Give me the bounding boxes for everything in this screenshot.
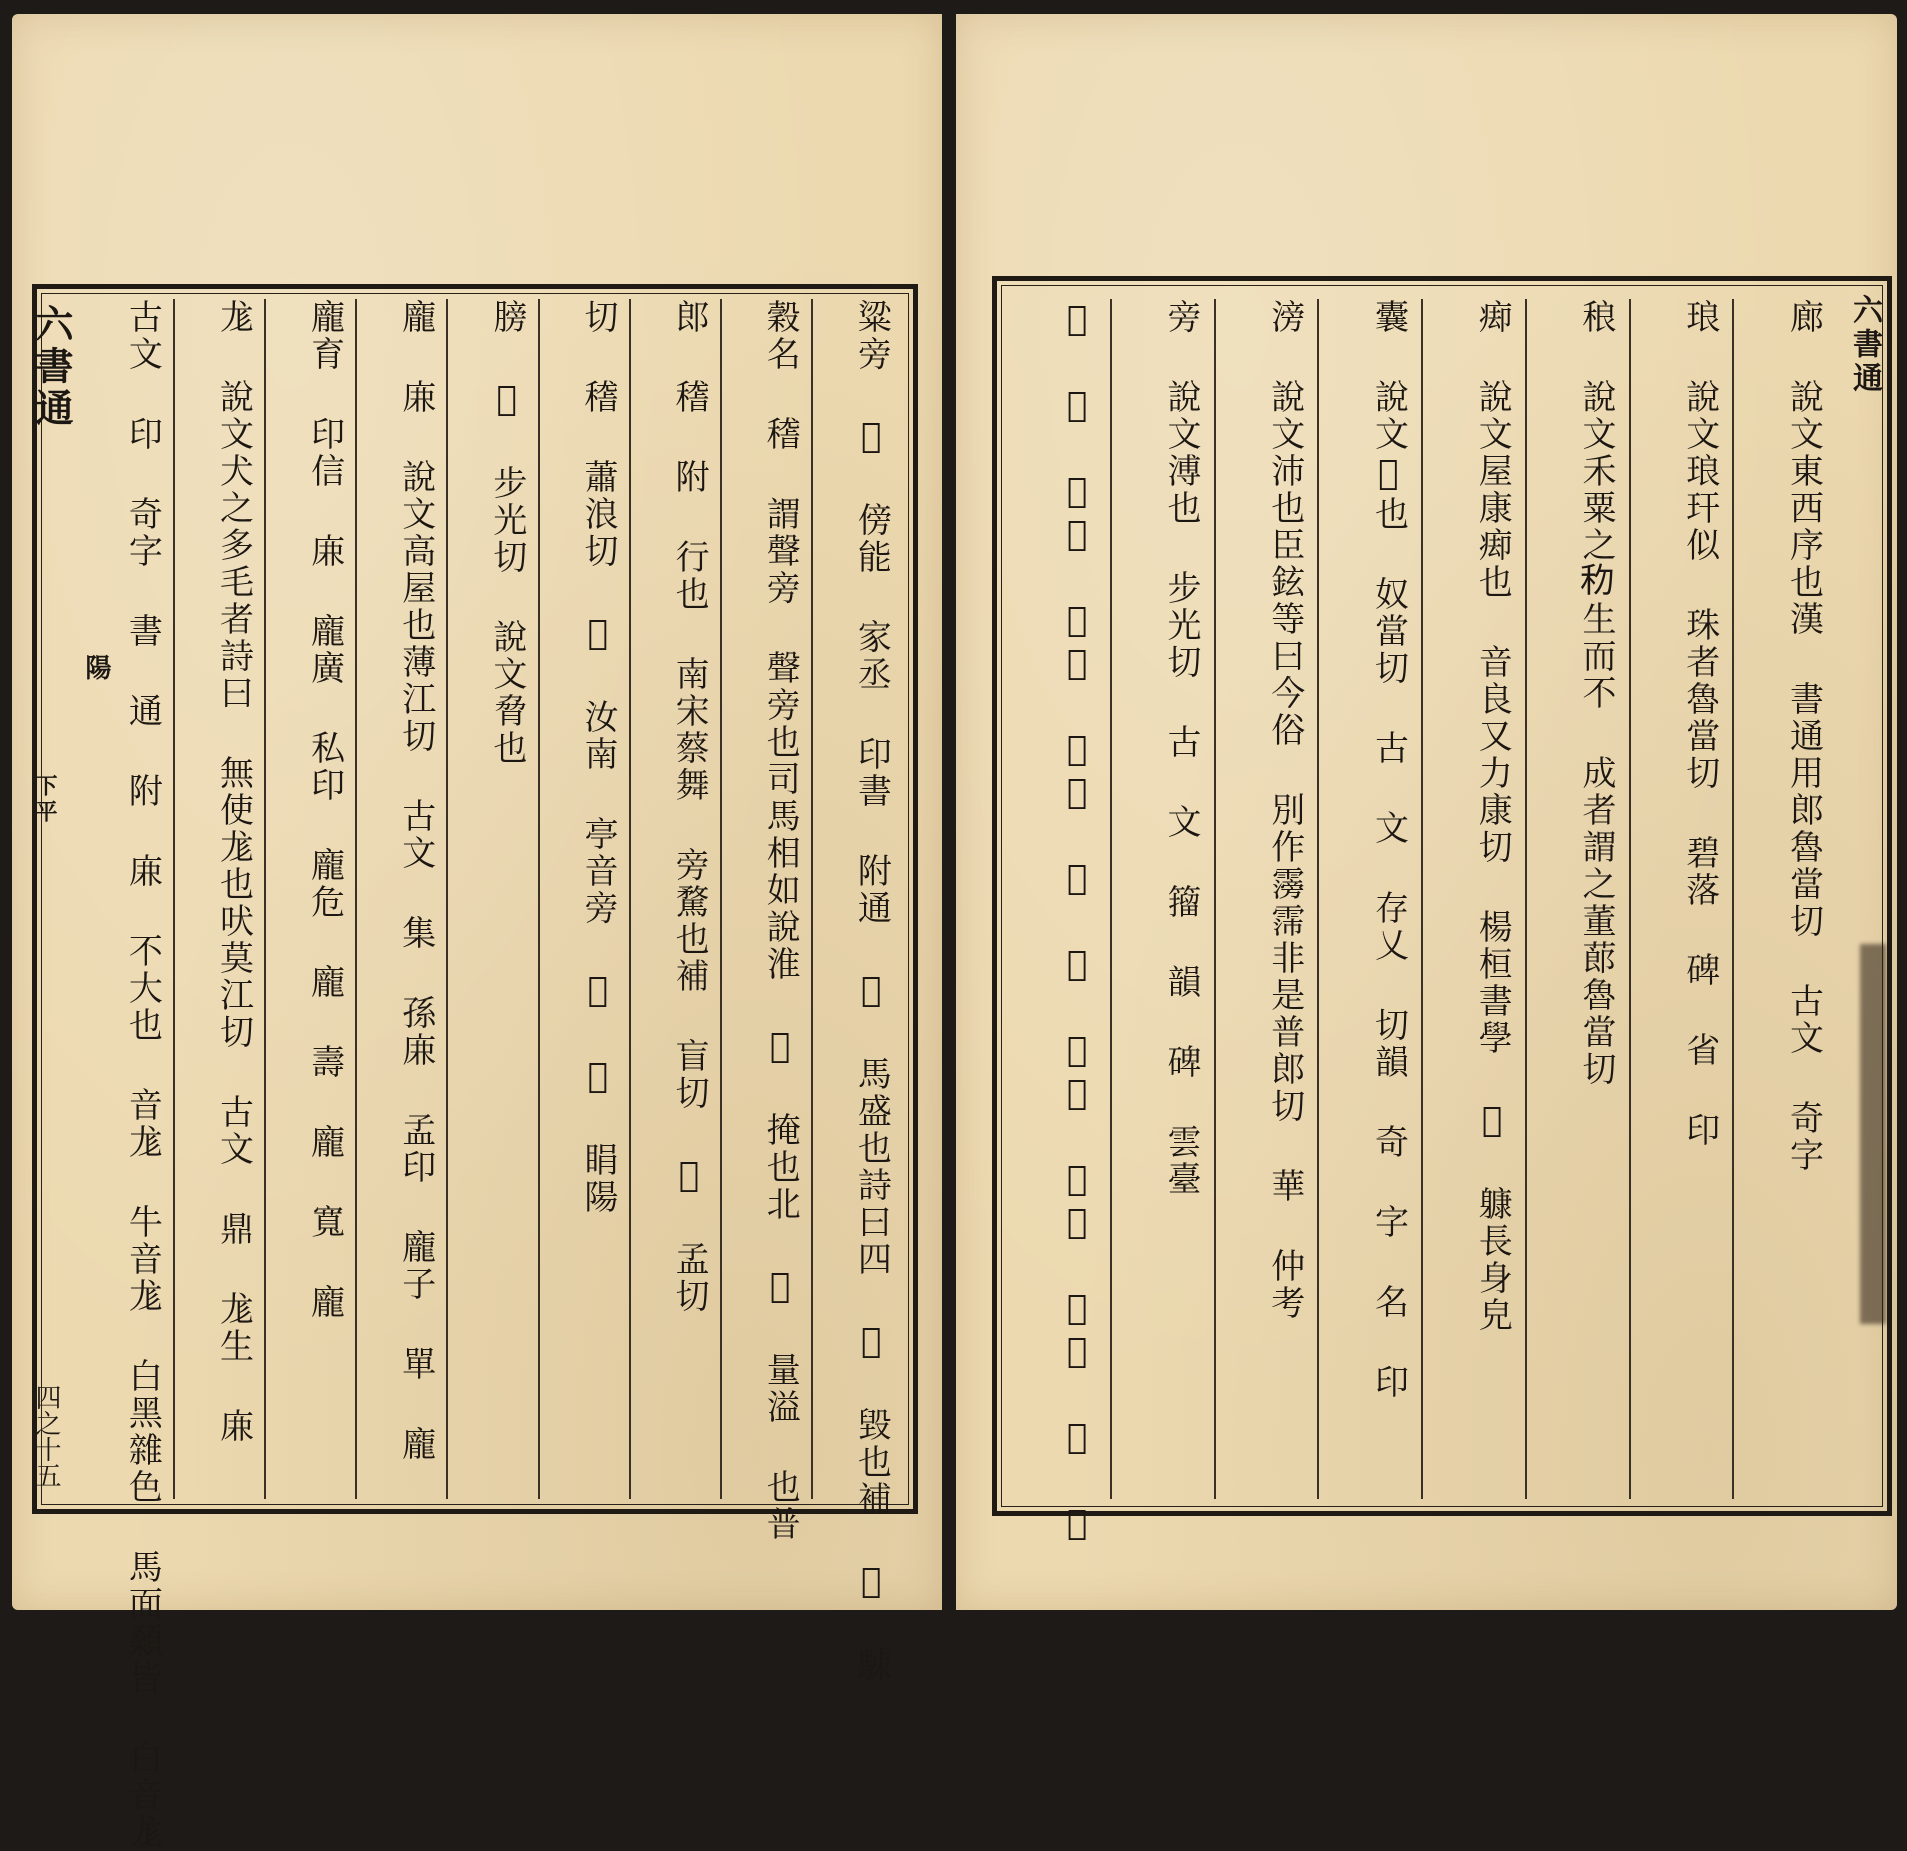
right-column-rule: [1214, 299, 1216, 1499]
left-column-rule: [446, 299, 448, 1499]
right-column-7: 旁 說文溥也 步光切 古 文 籀 韻 碑 雲臺: [1160, 299, 1201, 1198]
left-margin-title: 六書通: [29, 304, 74, 430]
left-column-5: 膀 𦠵 步光切 說文脅也: [486, 299, 527, 767]
right-column-3: 稂 說文禾粟之𥝢生而不 成者謂之董蓈魯當切: [1575, 299, 1616, 1088]
left-column-1: 粱旁 𣍌 傍能 家丞 印書 附通 𩦪 馬盛也詩曰四 𩦪 毀也補 𩦪 駷: [851, 299, 892, 1684]
left-column-6: 龐 𢈘 說文高屋也薄江切 古文 集 孫𢈘 孟印 龐子 單 龐: [395, 299, 436, 1463]
right-column-rule: [1110, 299, 1112, 1499]
right-column-4: 㾡 說文屋康㾡也 音良又力康切 楊桓書學 𣝧 躿長身皃: [1472, 299, 1513, 1334]
right-column-rule: [1317, 299, 1319, 1499]
left-column-rule: [264, 299, 266, 1499]
right-page: [956, 14, 1897, 1610]
left-column-8: 尨 說文犬之多毛者詩曰 無使尨也吠莫江切 古文 鼎 尨生 𢈘: [213, 299, 254, 1445]
left-column-rule: [538, 299, 540, 1499]
left-column-rule: [173, 299, 175, 1499]
left-page: [12, 14, 942, 1851]
right-column-rule: [1421, 299, 1423, 1499]
right-column-8: 𠩵 尹 奇字 林罕 小異 集 章 義雲 希裕 略古 書 學: [1057, 299, 1098, 1546]
left-column-7: 龐育 印信 𢈘 龐廣 私印 龐危 龐 壽 龐 寬 龐: [304, 299, 345, 1321]
right-column-rule: [1732, 299, 1734, 1499]
right-column-6: 滂 說文沛也臣鉉等曰今俗 別作霶霈非是普郎切 華 仲考: [1264, 299, 1305, 1322]
right-column-2: 琅 說文琅玕似 珠者魯當切 碧落 碑 省 印: [1679, 299, 1720, 1149]
left-column-3: 郎 𥡴 附 行也 南宋蔡舞 旁騖也補 盲切 𦠵 孟切: [669, 299, 710, 1315]
left-margin-mid: 陽: [81, 654, 111, 684]
left-columns: [82, 299, 902, 1851]
left-column-4: 切 𥡴 蕭浪切 𧇊 汝南 亭音旁 𦠵 𦠵 睊陽: [577, 299, 618, 1216]
right-column-rule: [1525, 299, 1527, 1499]
right-columns: [1006, 299, 1836, 1546]
left-column-rule: [355, 299, 357, 1499]
left-column-rule: [811, 299, 813, 1499]
left-column-rule: [629, 299, 631, 1499]
left-column-rule: [720, 299, 722, 1499]
left-column-2: 穀名 𥡴 謂聲旁 聲旁也司馬相如說淮 𩦪 掩也北 𩦪 量溢 也普: [760, 299, 801, 1543]
right-column-1: 廊 說文東西序也漢 書通用郎魯當切 古文 奇字: [1783, 299, 1824, 1174]
left-column-9: 古文 印 奇字 書 通 附 𢈘 不大也 音尨 牛音尨 白黑雜色 馬面顙皆 白音尨: [122, 299, 163, 1851]
left-page-number: 四之十五: [31, 1384, 61, 1488]
right-column-5: 囊 說文𣍌也 奴當切 古 文 存乂 切韻 奇 字 名 印: [1368, 299, 1409, 1401]
ink-smudge: [1860, 944, 1886, 1324]
right-margin-title: 六書通: [1847, 294, 1882, 396]
right-column-rule: [1629, 299, 1631, 1499]
left-margin-sub: 下平: [32, 774, 58, 826]
